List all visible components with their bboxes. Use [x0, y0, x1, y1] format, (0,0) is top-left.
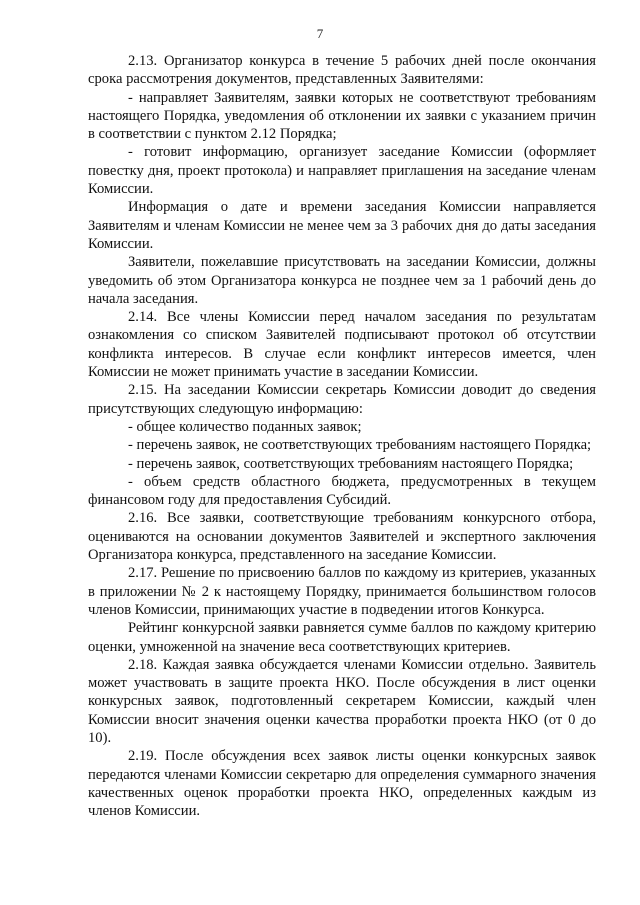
paragraph-2-19: 2.19. После обсуждения всех заявок листы оценки конкурсных заявок передаются членами Комиссии секретарю для определения суммарного значения качественных оценок проработки проекта НКО, определенных каждым из членов Комиссии. [88, 748, 596, 820]
document-body [88, 52, 596, 820]
paragraph-2-17: 2.17. Решение по присвоению баллов по каждому из критериев, указанных в приложении № 2 к настоящему Порядку, принимается большинством голосов членов Комиссии, принимающих участие в подведении итогов Конкурса. [88, 565, 596, 618]
list-item-total-applications: - общее количество поданных заявок; [128, 418, 362, 435]
list-item-budget-volume: - объем средств областного бюджета, предусмотренных в текущем финансовом году для предоставления Субсидий. [88, 473, 596, 509]
paragraph-2-15: 2.15. На заседании Комиссии секретарь Комиссии доводит до сведения присутствующих следующую информацию: [88, 382, 596, 417]
paragraph-rating: Рейтинг конкурсной заявки равняется сумме баллов по каждому критерию оценки, умноженной на значение веса соответствующих критериев. [88, 620, 596, 655]
page-number: 7 [316, 26, 324, 41]
paragraph-applicants-attendance: Заявители, пожелавшие присутствовать на заседании Комиссии, должны уведомить об этом Организатора конкурса не позднее чем за 1 рабочий день до начала заседания. [88, 254, 596, 307]
list-item-prepare-meeting: - готовит информацию, организует заседание Комиссии (оформляет повестку дня, проект протокола) и направляет приглашения на заседание членам Комиссии. [88, 144, 596, 198]
paragraph-meeting-notice: Информация о дате и времени заседания Комиссии направляется Заявителям и членам Комиссии не менее чем за 3 рабочих дня до даты заседания Комиссии. [88, 199, 596, 252]
paragraph-2-13: 2.13. Организатор конкурса в течение 5 рабочих дней после окончания срока рассмотрения документов, представленных Заявителями: [88, 53, 596, 88]
paragraph-2-16: 2.16. Все заявки, соответствующие требованиям конкурсного отбора, оцениваются на основании документов Заявителей и экспертного заключения Организатора конкурса, представленного на заседание Комиссии. [88, 510, 596, 564]
list-item-compliant-applications: - перечень заявок, соответствующих требованиям настоящего Порядка; [128, 455, 574, 472]
list-item-noncompliant-applications: - перечень заявок, не соответствующих требованиям настоящего Порядка; [128, 437, 592, 454]
paragraph-2-14: 2.14. Все члены Комиссии перед началом заседания по результатам ознакомления со списком Заявителей подписывают протокол об отсутствии конфликта интересов. В случае если конфликт интересов имеется, член Комиссии не может принимать участие в заседании Комиссии. [88, 309, 596, 381]
list-item-notify-applicants: - направляет Заявителям, заявки которых не соответствуют требованиям настоящего Порядка, уведомления об отклонении их заявки с указанием причин в соответствии с пунктом 2.12 Порядка; [88, 89, 596, 143]
paragraph-2-18: 2.18. Каждая заявка обсуждается членами Комиссии отдельно. Заявитель может участвовать в защите проекта НКО. После обсуждения в лист оценки конкурсных заявок, подготовленный секретарем Комиссии, каждый член Комиссии вносит значения оценки качества проработки проекта НКО (от 0 до 10). [88, 656, 596, 746]
